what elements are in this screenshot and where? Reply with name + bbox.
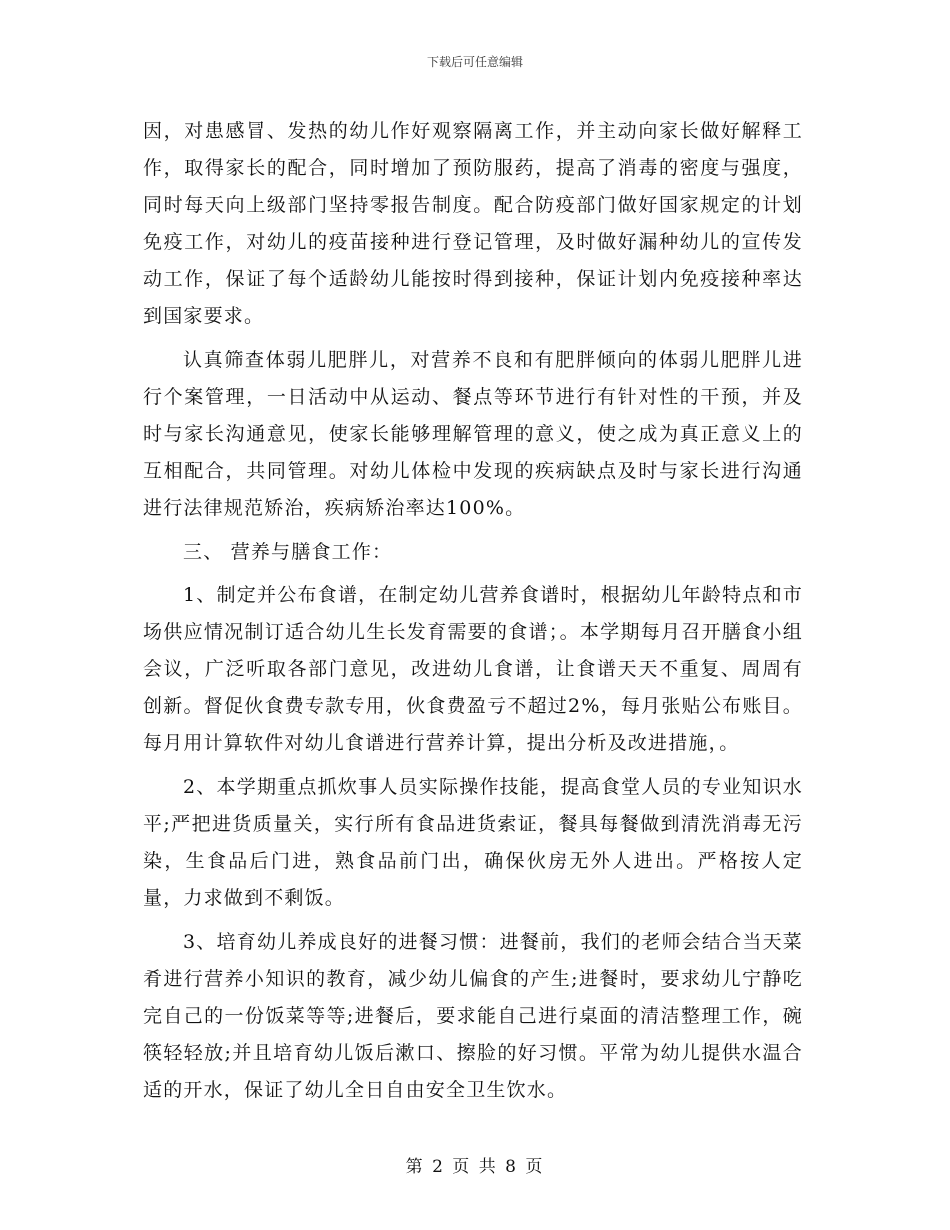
- document-body: [143, 113, 803, 1116]
- page-header-note: 下载后可任意编辑: [426, 55, 523, 69]
- paragraph-weak-obese-children: 认真筛查体弱儿肥胖儿，对营养不良和有肥胖倾向的体弱儿肥胖儿进行个案管理，一日活动中从运动、餐点等环节进行有针对性的干预，并及时与家长沟通意见，使家长能够理解管理的意义，使之成为真正意义上的互相配合，共同管理。对幼儿体检中发现的疾病缺点及时与家长进行沟通进行法律规范矫治，疾病矫治率达100%。: [143, 349, 803, 519]
- paragraph-item-1-menu: 1、制定并公布食谱，在制定幼儿营养食谱时，根据幼儿年龄特点和市场供应情况制订适合幼儿生长发育需要的食谱；。本学期每月召开膳食小组会议，广泛听取各部门意见，改进幼儿食谱，让食谱天天不重复、周周有创新。督促伙食费专款专用，伙食费盈亏不超过2%，每月张贴公布账目。每月用计算软件对幼儿食谱进行营养计算，提出分析及改进措施，。: [143, 584, 803, 754]
- section-heading-nutrition: 三、 营养与膳食工作：: [183, 541, 393, 563]
- paragraph-item-2-kitchen: 2、本学期重点抓炊事人员实际操作技能，提高食堂人员的专业知识水平;严把进货质量关，实行所有食品进货索证，餐具每餐做到清洗消毒无污染，生食品后门进，熟食品前门出，确保伙房无外人进出。严格按人定量，力求做到不剩饭。: [143, 776, 803, 909]
- paragraph-item-3-eating-habits: 3、培育幼儿养成良好的进餐习惯：进餐前，我们的老师会结合当天菜肴进行营养小知识的教育，减少幼儿偏食的产生;进餐时，要求幼儿宁静吃完自己的一份饭菜等等;进餐后，要求能自己进行桌面的清洁整理工作，碗筷轻轻放;并且培育幼儿饭后漱口、擦脸的好习惯。平常为幼儿提供水温合适的开水，保证了幼儿全日自由安全卫生饮水。: [143, 931, 803, 1101]
- paragraph-continued-epidemic: 因，对患感冒、发热的幼儿作好观察隔离工作，并主动向家长做好解释工作，取得家长的配合，同时增加了预防服药，提高了消毒的密度与强度，同时每天向上级部门坚持零报告制度。配合防疫部门做好国家规定的计划免疫工作，对幼儿的疫苗接种进行登记管理，及时做好漏种幼儿的宣传发动工作，保证了每个适龄幼儿能按时得到接种，保证计划内免疫接种率达到国家要求。: [143, 120, 803, 327]
- page-number-footer: 第 2 页 共 8 页: [405, 1157, 545, 1177]
